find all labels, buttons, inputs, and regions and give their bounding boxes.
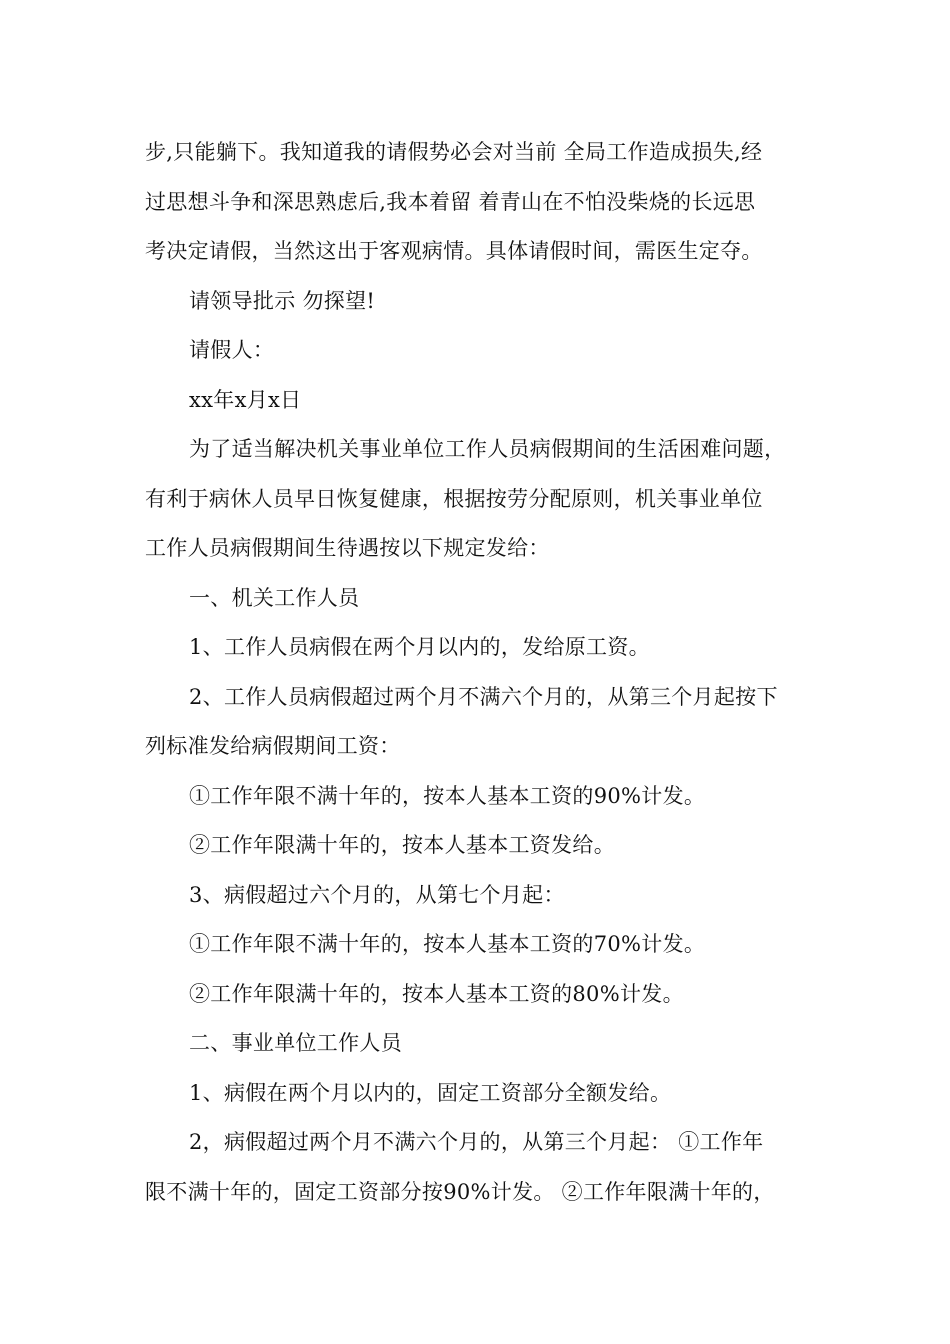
text-line-8: 有利于病休人员早日恢复健康，根据按劳分配原则，机关事业单位 <box>145 486 763 511</box>
text-line-12: 2、工作人员病假超过两个月不满六个月的，从第三个月起按下 <box>189 684 778 709</box>
text-line-15: ②工作年限满十年的，按本人基本工资发给。 <box>189 833 615 857</box>
text-line-10: 一、机关工作人员 <box>189 585 360 610</box>
text-line-21: 2，病假超过两个月不满六个月的，从第三个月起： ①工作年 <box>189 1130 764 1154</box>
text-line-4: 请领导批示 勿探望! <box>189 288 376 313</box>
text-line-6: xx年x月x日 <box>189 387 302 412</box>
text-line-11: 1、工作人员病假在两个月以内的，发给原工资。 <box>189 635 650 659</box>
text-line-19: 二、事业单位工作人员 <box>189 1031 402 1055</box>
text-line-18: ②工作年限满十年的，按本人基本工资的80%计发。 <box>189 981 684 1006</box>
document-body <box>145 128 810 1217</box>
text-line-7: 为了适当解决机关事业单位工作人员病假期间的生活困难问题， <box>189 437 786 461</box>
text-line-5: 请假人： <box>189 338 275 362</box>
text-line-2: 过思想斗争和深思熟虑后,我本着留 着青山在不怕没柴烧的长远思 <box>145 189 756 214</box>
text-line-9: 工作人员病假期间生待遇按以下规定发给： <box>145 536 550 560</box>
text-line-16: 3、病假超过六个月的，从第七个月起： <box>189 882 565 907</box>
text-line-20: 1、病假在两个月以内的，固定工资部分全额发给。 <box>189 1080 672 1105</box>
text-line-22: 限不满十年的，固定工资部分按90%计发。 ②工作年限满十年的， <box>145 1179 775 1204</box>
text-line-13: 列标准发给病假期间工资： <box>145 734 401 758</box>
text-line-17: ①工作年限不满十年的，按本人基本工资的70%计发。 <box>189 932 706 956</box>
text-line-1: 步,只能躺下。我知道我的请假势必会对当前 全局工作造成损失,经 <box>145 140 763 164</box>
text-line-14: ①工作年限不满十年的，按本人基本工资的90%计发。 <box>189 783 706 808</box>
text-line-3: 考决定请假，当然这出于客观病情。具体请假时间，需医生定夺。 <box>145 239 763 263</box>
